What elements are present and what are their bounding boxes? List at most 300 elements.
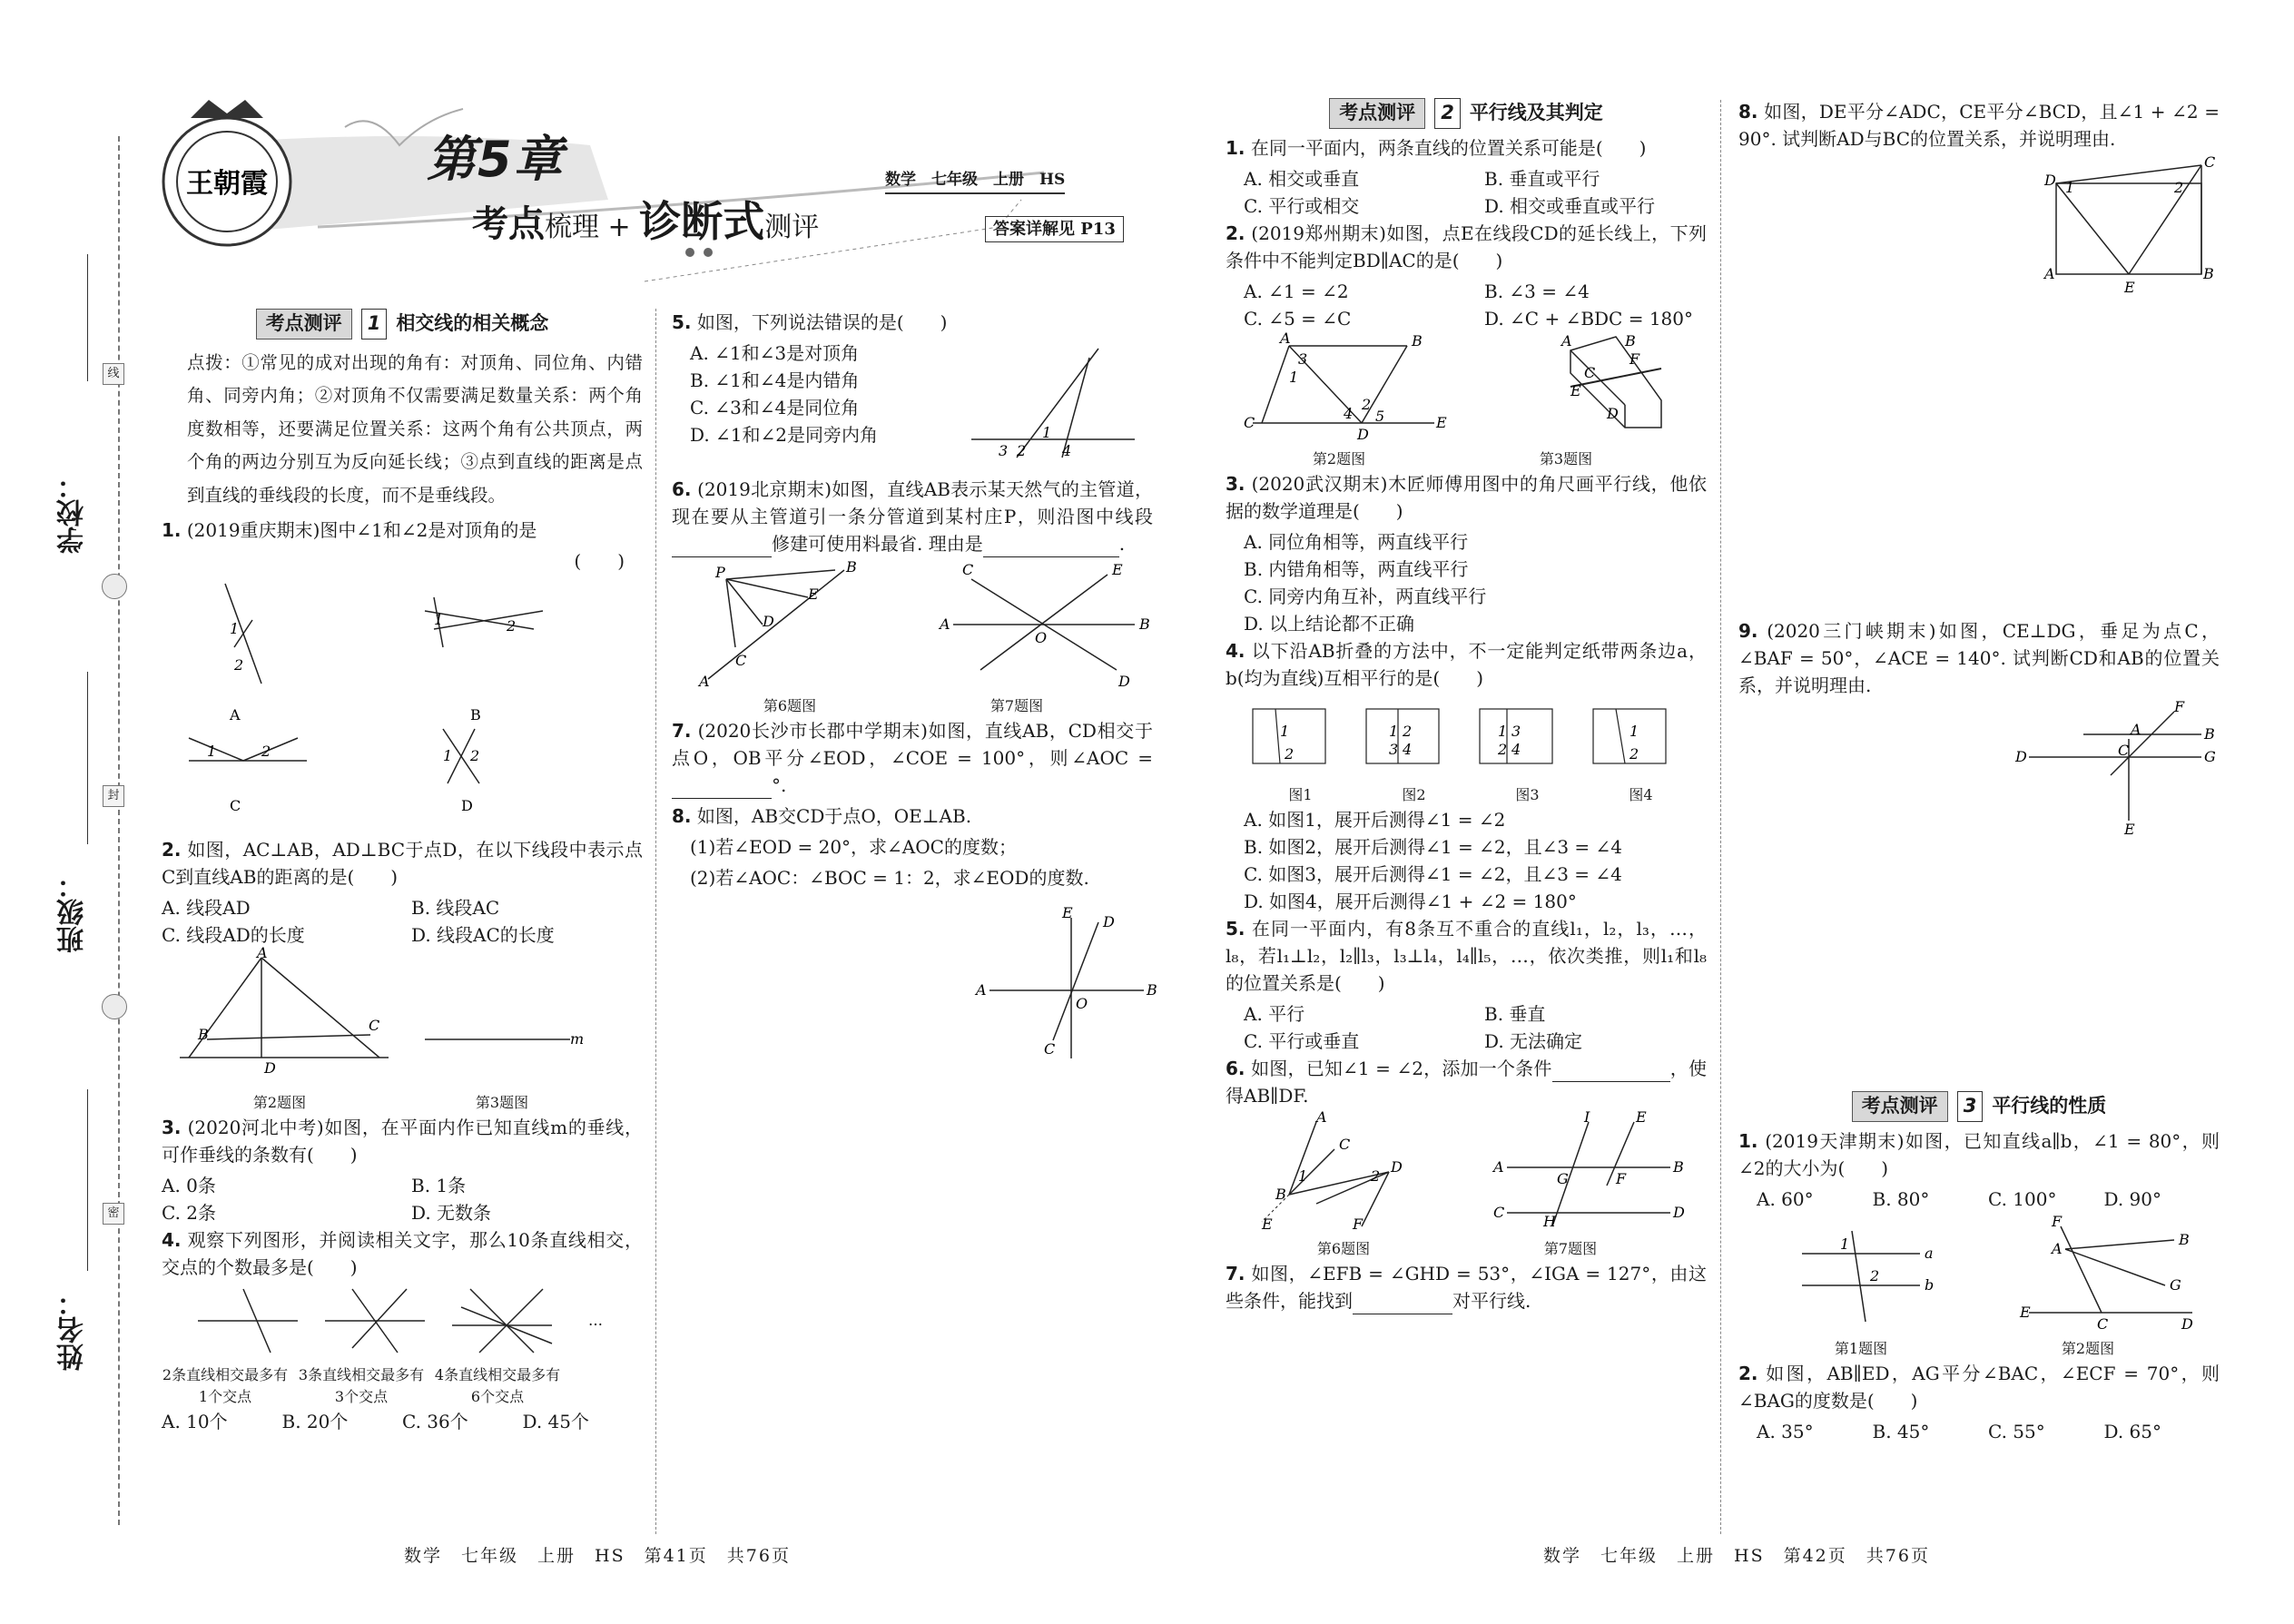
name-blank (87, 1089, 88, 1271)
svg-text:3: 3 (1511, 722, 1521, 740)
option-c[interactable]: C. 平行或垂直 (1244, 1029, 1360, 1052)
option-d[interactable]: D. 无数条 (411, 1201, 492, 1224)
option-b[interactable]: B. 垂直或平行 (1484, 167, 1600, 190)
q1-q2-figures (1738, 1213, 2220, 1331)
question-4 (162, 1226, 643, 1281)
question-number: 8. (1738, 101, 1758, 123)
svg-text:2: 2 (2174, 179, 2184, 196)
option-d[interactable]: D. 45个 (522, 1410, 589, 1432)
svg-text:A: A (940, 615, 950, 633)
option-d[interactable]: D. 90° (2103, 1187, 2161, 1210)
question-2 (162, 836, 643, 891)
answer-paren: ( ) (574, 549, 625, 572)
svg-text:1: 1 (1498, 722, 1508, 740)
svg-text:A: A (1561, 331, 1572, 349)
question-9 (1738, 617, 2220, 699)
question-number: 8. (672, 805, 692, 827)
svg-text:A: A (699, 673, 710, 690)
question-text: (2019天津期末)如图，已知直线a∥b，∠1 = 80°，则∠2的大小为( ) (1738, 1129, 2220, 1179)
figure-caption: A (230, 705, 241, 723)
svg-text:E: E (1636, 1107, 1647, 1126)
option-d[interactable]: D. 线段AC的长度 (411, 923, 555, 946)
svg-text:D: D (2044, 172, 2056, 189)
question-text: 修建可使用料最省. 理由是 (772, 533, 983, 555)
book-meta: 数学 七年级 上册 HS (885, 169, 1065, 194)
question-text: (2019重庆期末)图中∠1和∠2是对顶角的是 (186, 518, 537, 541)
svg-text:F: F (1353, 1215, 1364, 1233)
svg-text:B: B (1147, 981, 1157, 999)
question-1 (1226, 134, 1707, 162)
figure-caption-row (1738, 1338, 2220, 1360)
question-text: 观察下列图形，并阅读相关文字，那么10条直线相交，交点的个数最多是( ) (162, 1228, 644, 1278)
question-2 (1738, 1360, 2220, 1414)
svg-text:1: 1 (1298, 1166, 1308, 1185)
question-text: 如图，AC⊥AB，AD⊥BC于点D，在以下线段中表示点C到直线AB的距离的是( ) (162, 838, 644, 888)
q5-options (1226, 1000, 1707, 1055)
svg-text:B: B (846, 558, 857, 576)
svg-text:B: B (2203, 265, 2214, 282)
column-4 (1738, 98, 2220, 1445)
svg-text:A: A (1280, 329, 1291, 347)
question-1 (162, 517, 643, 544)
question-text: 对平行线. (1452, 1289, 1531, 1312)
question-text: 如图，DE平分∠ADC，CE平分∠BCD，且∠1 + ∠2 = 90°. 试判断AD与BC的位置关系，并说明理由. (1738, 101, 2220, 150)
svg-text:C: C (369, 1016, 380, 1034)
section-label: 考点测评 (256, 309, 352, 340)
answer-blank[interactable] (983, 540, 1119, 557)
figure-caption: 第2题图 (1312, 449, 1366, 468)
class-label: 班级： (57, 871, 89, 953)
figure-caption: 图4 (1629, 785, 1653, 803)
question-number: 4. (162, 1228, 182, 1251)
page-footer-right: 数学 七年级 上册 HS 第42页 共76页 (1543, 1546, 1930, 1566)
question-6: 6. (2019北京期末)如图，直线AB表示某天然气的主管道，现在要从主管道引一条分管道到某村庄P，则沿图中线段修建可使用料最省. 理由是 . (672, 476, 1153, 557)
option-b[interactable]: B. 线段AC (411, 896, 500, 919)
svg-text:A: A (2044, 265, 2055, 282)
svg-text:2: 2 (261, 742, 271, 760)
svg-text:1: 1 (443, 746, 453, 764)
answer-blank[interactable] (672, 540, 772, 557)
option-c[interactable]: C. 2条 (162, 1201, 217, 1224)
option-b[interactable]: B. ∠1和∠4是内错角 (690, 369, 860, 391)
svg-text:C: C (2204, 153, 2216, 171)
answer-blank[interactable] (1353, 1297, 1452, 1314)
option-b[interactable]: B. 45° (1872, 1420, 1930, 1442)
svg-text:A: A (257, 943, 268, 961)
option-c[interactable]: C. ∠5 = ∠C (1244, 307, 1352, 330)
figure-caption: C (230, 796, 241, 814)
svg-text:1: 1 (1840, 1235, 1850, 1253)
svg-text:B: B (198, 1025, 209, 1043)
section-number: 3 (1957, 1091, 1984, 1122)
svg-text:1: 1 (1289, 368, 1299, 386)
section-title: 平行线的性质 (1992, 1095, 2107, 1117)
q5-figure (962, 340, 1144, 476)
question-number: 9. (1738, 620, 1758, 642)
svg-text:王朝霞: 王朝霞 (186, 168, 268, 200)
svg-text:1: 1 (434, 610, 444, 628)
banner-part: 测评 (764, 212, 820, 243)
figure-caption: 图3 (1515, 785, 1540, 803)
svg-text:E: E (1436, 413, 1447, 431)
q4-figures (162, 1284, 643, 1357)
column-divider (655, 309, 656, 1534)
question-number: 2. (1738, 1362, 1758, 1384)
svg-text:P: P (715, 564, 725, 581)
answer-blank[interactable] (1552, 1065, 1670, 1082)
svg-text:A: A (976, 981, 987, 999)
figure-caption-row (1226, 448, 1707, 470)
column-divider (1720, 100, 1721, 1534)
figure-caption: 第3题图 (475, 1093, 529, 1111)
figure-caption: 第2题图 (2061, 1339, 2115, 1357)
svg-text:A: A (1493, 1157, 1504, 1176)
svg-text:4: 4 (1511, 740, 1521, 758)
question-4 (1226, 637, 1707, 692)
question-8 (672, 802, 1153, 830)
question-number: 4. (1226, 639, 1245, 662)
svg-text:F: F (2052, 1212, 2063, 1230)
svg-text:C: C (735, 652, 747, 669)
question-number: 1. (162, 518, 182, 541)
svg-text:4: 4 (1403, 740, 1413, 758)
answer-blank[interactable] (672, 782, 772, 799)
svg-text:2: 2 (1017, 442, 1027, 459)
figure-caption: 图2 (1402, 785, 1426, 803)
question-text: 以下沿AB折叠的方法中，不一定能判定纸带两条边a，b(均为直线)互相平行的是( ) (1226, 639, 1707, 689)
question-number: 1. (1738, 1129, 1758, 1152)
svg-text:2: 2 (1362, 395, 1372, 413)
binding-hole (102, 574, 127, 599)
figure-caption: B (470, 705, 481, 723)
svg-text:B: B (1412, 331, 1423, 349)
svg-text:D: D (1673, 1203, 1685, 1221)
option-b[interactable]: B. 如图2，展开后测得∠1 = ∠2，且∠3 = ∠4 (1244, 835, 1623, 858)
svg-text:1: 1 (1389, 722, 1399, 740)
svg-text:D: D (1118, 673, 1130, 690)
figure-caption: 第1题图 (1834, 1339, 1888, 1357)
figure-caption: D (461, 796, 473, 814)
figure-caption-row (1226, 1238, 1707, 1260)
svg-text:G: G (2204, 748, 2216, 765)
option-c[interactable]: C. 100° (1988, 1187, 2057, 1210)
svg-text:E: E (1262, 1215, 1273, 1233)
svg-text:A: A (2052, 1239, 2063, 1257)
svg-text:D: D (1103, 913, 1115, 930)
svg-text:2: 2 (1371, 1166, 1381, 1185)
svg-text:B: B (1139, 615, 1150, 633)
svg-text:D: D (2181, 1314, 2193, 1333)
option-b[interactable]: B. 内错角相等，两直线平行 (1244, 557, 1469, 580)
option-a[interactable]: A. 线段AD (162, 896, 251, 919)
svg-text:B: B (2204, 725, 2215, 743)
q3-options (1226, 528, 1707, 637)
binding-hole (102, 994, 127, 1019)
option-c[interactable]: C. 同旁内角互补，两直线平行 (1244, 585, 1487, 607)
q2-q3-figures (1226, 329, 1707, 443)
option-a[interactable]: A. 相交或垂直 (1244, 167, 1360, 190)
svg-text:C: C (2118, 742, 2130, 759)
question-number: 5. (672, 311, 692, 333)
option-b[interactable]: B. 1条 (411, 1174, 467, 1196)
tip-paragraph: 点拨：①常见的成对出现的角有：对顶角、同位角、内错角、同旁内角；②对顶角不仅需要满足数量关系：两个角度数相等，还要满足位置关系：这两个角有公共顶点，两个角的两边分别互为反向延长线；③点到直线的距离是点到直线的垂线段的长度，而不是垂线段。 (187, 351, 643, 507)
svg-text:1: 1 (1280, 722, 1290, 740)
svg-text:E: E (1570, 381, 1581, 399)
svg-text:a: a (1925, 1244, 1934, 1262)
svg-text:2: 2 (507, 616, 517, 635)
svg-text:C: C (1493, 1203, 1505, 1221)
q6-q7-figures (1226, 1107, 1707, 1233)
figure-caption: 第7题图 (989, 697, 1044, 714)
figure-caption: 第6题图 (1316, 1239, 1371, 1257)
svg-text:3: 3 (999, 442, 1009, 459)
question-1 (1738, 1127, 2220, 1182)
q5-body (672, 340, 1153, 476)
option-a[interactable]: A. 10个 (162, 1410, 228, 1432)
svg-text:D: D (763, 613, 774, 630)
question-number: 6. (672, 478, 692, 500)
section-number: 2 (1434, 98, 1461, 129)
svg-text:1: 1 (207, 742, 217, 760)
option-a[interactable]: A. 0条 (162, 1174, 216, 1196)
svg-text:2: 2 (1629, 744, 1639, 763)
option-d[interactable]: D. 相交或垂直或平行 (1484, 194, 1656, 217)
svg-text:E: E (1112, 561, 1123, 578)
option-a[interactable]: A. 平行 (1244, 1002, 1305, 1025)
svg-text:4: 4 (1062, 442, 1072, 459)
svg-text:B: B (2179, 1230, 2190, 1248)
seal-seal-mark: 封 (103, 785, 124, 807)
option-d[interactable]: D. ∠C + ∠BDC = 180° (1484, 307, 1694, 330)
svg-text:C: C (1584, 363, 1596, 381)
svg-text:b: b (1925, 1275, 1935, 1294)
section-label: 考点测评 (1329, 98, 1425, 129)
svg-text:C: C (2097, 1314, 2109, 1333)
question-text: 在同一平面内，有8条互不重合的直线l₁，l₂，l₃，…，l₈，若l₁⊥l₂，l₂∥l₃，l₃⊥l₄，l₄∥l₅，…，依次类推，则l₁和l₈的位置关系是( ) (1226, 917, 1707, 994)
svg-text:I: I (1584, 1107, 1590, 1126)
svg-text:G: G (1557, 1169, 1569, 1187)
figure-caption-row (162, 1092, 643, 1114)
question-number: 5. (1226, 917, 1245, 940)
school-label: 学校： (57, 472, 89, 554)
svg-text:2: 2 (1285, 744, 1295, 763)
q2-options (1738, 1418, 2220, 1445)
section-number: 1 (361, 309, 388, 340)
school-blank (87, 254, 88, 381)
figure-caption: 第7题图 (1543, 1239, 1598, 1257)
svg-text:G: G (2170, 1275, 2181, 1294)
svg-text:3: 3 (1389, 740, 1399, 758)
option-a[interactable]: A. 35° (1757, 1420, 1814, 1442)
option-c[interactable]: C. 如图3，展开后测得∠1 = ∠2，且∠3 = ∠4 (1244, 862, 1622, 885)
q2-options (1226, 278, 1707, 332)
column-3 (1226, 98, 1707, 1318)
banner-part: 梳理 + (545, 212, 640, 243)
svg-text:A: A (2131, 721, 2141, 738)
svg-text:1: 1 (2065, 179, 2075, 196)
question-text: 如图，AB∥ED，AG平分∠BAC，∠ECF = 70°，则∠BAG的度数是( ) (1738, 1362, 2220, 1412)
figure-caption-row (672, 695, 1153, 717)
svg-text:E: E (2124, 279, 2135, 296)
question-2 (1226, 220, 1707, 274)
q8-figure (1738, 153, 2220, 310)
question-text: (2019北京期末)如图，直线AB表示某天然气的主管道，现在要从主管道引一条分管道到某村庄P，则沿图中线段 (672, 478, 1153, 527)
question-part: (2)若∠AOC：∠BOC = 1：2，求∠EOD的度数. (690, 867, 1089, 889)
question-text: (2020河北中考)如图，在平面内作已知直线m的垂线，可作垂线的条数有( ) (162, 1116, 644, 1166)
svg-text:A: A (1316, 1107, 1327, 1126)
option-c[interactable]: C. 线段AD的长度 (162, 923, 305, 946)
question-text: 在同一平面内，两条直线的位置关系可能是( ) (1250, 136, 1647, 159)
svg-text:D: D (1391, 1157, 1403, 1176)
question-7 (1226, 1260, 1707, 1314)
page-footer-left: 数学 七年级 上册 HS 第41页 共76页 (404, 1546, 791, 1566)
figure-caption: 图1 (1288, 785, 1313, 803)
svg-text:O: O (1035, 629, 1048, 646)
seal-secret-mark: 密 (103, 1203, 124, 1225)
svg-text:1: 1 (1042, 424, 1052, 441)
svg-text:D: D (1357, 425, 1369, 443)
question-3 (1226, 470, 1707, 525)
section-title: 相交线的相关概念 (396, 312, 549, 334)
question-number: 1. (1226, 136, 1245, 159)
option-b[interactable]: B. 垂直 (1484, 1002, 1546, 1025)
q2-options (162, 894, 643, 949)
q8-figure (672, 904, 1157, 1058)
figure-caption: 4条直线相交最多有6个交点 (434, 1365, 561, 1405)
binding-cut-line (118, 136, 120, 1525)
svg-text:1: 1 (230, 619, 240, 637)
svg-text:F: F (1616, 1169, 1627, 1187)
class-blank (87, 672, 88, 844)
q4-figures (1226, 695, 1707, 777)
option-d[interactable]: D. 65° (2103, 1420, 2161, 1442)
option-b[interactable]: B. 20个 (281, 1410, 349, 1432)
option-d[interactable]: D. 无法确定 (1484, 1029, 1583, 1052)
section-title: 平行线及其判定 (1469, 102, 1603, 123)
banner-part: 考点 (472, 203, 545, 245)
q1-options (1226, 165, 1707, 220)
question-number: 7. (1226, 1262, 1245, 1284)
question-number: 7. (672, 720, 692, 742)
figure-caption: 第3题图 (1539, 449, 1593, 468)
answer-space[interactable] (1738, 318, 2220, 617)
svg-text:D: D (264, 1058, 276, 1077)
q4-options (1226, 806, 1707, 915)
svg-text:5: 5 (1375, 407, 1385, 425)
question-3 (162, 1114, 643, 1168)
q4-caption-row (162, 1364, 643, 1408)
svg-text:1: 1 (1629, 722, 1639, 740)
column-1 (162, 309, 643, 1435)
option-d[interactable]: D. 如图4，展开后测得∠1 + ∠2 = 180° (1244, 890, 1577, 912)
svg-text:H: H (1543, 1212, 1556, 1230)
question-number: 2. (1226, 221, 1245, 244)
svg-text:E: E (2020, 1303, 2031, 1321)
svg-text:2: 2 (1498, 740, 1508, 758)
svg-text:B: B (1673, 1157, 1684, 1176)
svg-text:B: B (1275, 1185, 1286, 1203)
figure-caption: 第6题图 (763, 697, 817, 714)
answer-space[interactable] (1738, 846, 2220, 1091)
svg-text:C: C (1244, 413, 1255, 431)
svg-text:C: C (1044, 1040, 1056, 1058)
svg-text:D: D (2015, 748, 2027, 765)
svg-text:E: E (2124, 821, 2135, 838)
question-8 (1738, 98, 2220, 153)
svg-text:…: … (588, 1311, 603, 1329)
question-text: 如图，AB交CD于点O，OE⊥AB. (696, 805, 972, 827)
option-c[interactable]: C. 55° (1988, 1420, 2045, 1442)
q9-figure (1738, 698, 2220, 839)
q3-options (162, 1172, 643, 1226)
option-b[interactable]: B. 80° (1872, 1187, 1930, 1210)
question-text: 如图，下列说法错误的是( ) (696, 311, 948, 333)
option-b[interactable]: B. ∠3 = ∠4 (1484, 280, 1590, 302)
option-a[interactable]: A. ∠1和∠3是对顶角 (690, 342, 860, 364)
q2-q3-figures (162, 943, 643, 1085)
banner-part: 诊断式 (639, 197, 765, 246)
svg-text:F: F (1629, 349, 1640, 368)
svg-text:2: 2 (470, 746, 480, 764)
q6-q7-figures (672, 558, 1153, 690)
option-a[interactable]: A. ∠1 = ∠2 (1244, 280, 1349, 302)
option-a[interactable]: A. 60° (1757, 1187, 1814, 1210)
q1-figures (162, 575, 643, 829)
option-c[interactable]: C. 36个 (402, 1410, 468, 1432)
question-number: 2. (162, 838, 182, 861)
question-number: 3. (162, 1116, 182, 1138)
question-text: 如图，已知∠1 = ∠2，添加一个条件 (1251, 1057, 1552, 1079)
svg-text:F: F (2174, 698, 2185, 715)
column-2 (672, 309, 1157, 1066)
svg-text:E: E (808, 586, 819, 603)
answer-reference: 答案详解见 P13 (985, 216, 1124, 242)
option-a[interactable]: A. 如图1，展开后测得∠1 = ∠2 (1244, 808, 1506, 831)
option-c[interactable]: C. ∠3和∠4是同位角 (690, 397, 860, 418)
question-text: (2020长沙市长郡中学期末)如图，直线AB，CD相交于点O，OB平分∠EOD，∠COE = 100°，则∠AOC = (672, 720, 1153, 769)
question-7: 7. (2020长沙市长郡中学期末)如图，直线AB，CD相交于点O，OB平分∠EOD，∠COE = 100°，则∠AOC =°. (672, 717, 1153, 799)
option-d[interactable]: D. ∠1和∠2是同旁内角 (690, 424, 879, 446)
section-2-heading (1329, 98, 1603, 129)
question-6 (1226, 1055, 1707, 1109)
question-text: (2019郑州期末)如图，点E在线段CD的延长线上，下列条件中不能判定BD∥AC的是( ) (1226, 221, 1707, 271)
figure-caption: 2条直线相交最多有1个交点 (162, 1365, 289, 1405)
question-number: 3. (1226, 472, 1245, 495)
question-text: (2020三门峡期末)如图，CE⊥DG，垂足为点C，∠BAF = 50°，∠ACE = 140°. 试判断CD和AB的位置关系，并说明理由. (1738, 620, 2220, 696)
svg-text:E: E (1062, 904, 1073, 921)
svg-text:2: 2 (1403, 722, 1413, 740)
option-a[interactable]: A. 同位角相等，两直线平行 (1244, 530, 1469, 553)
section-3-heading (1852, 1091, 2107, 1122)
seal-line-mark: 线 (103, 363, 124, 385)
question-5 (672, 309, 1153, 336)
question-part: (1)若∠EOD = 20°，求∠AOC的度数； (690, 836, 1017, 858)
svg-text:4: 4 (1344, 404, 1354, 422)
svg-text:D: D (1607, 404, 1619, 422)
option-d[interactable]: D. 以上结论都不正确 (1244, 612, 1415, 635)
section-label: 考点测评 (1852, 1091, 1948, 1122)
option-c[interactable]: C. 平行或相交 (1244, 194, 1360, 217)
q4-caption-row (1226, 784, 1707, 806)
section-banner (472, 191, 819, 253)
question-text: (2020武汉期末)木匠师傅用图中的角尺画平行线，他依据的数学道理是( ) (1226, 472, 1707, 522)
q5-options (672, 340, 962, 476)
figure-caption: 3条直线相交最多有3个交点 (298, 1365, 425, 1405)
figure-caption: 第2题图 (252, 1093, 307, 1111)
svg-text:O: O (1076, 995, 1088, 1012)
svg-text:B: B (1625, 331, 1636, 349)
section-1-heading (256, 309, 549, 340)
